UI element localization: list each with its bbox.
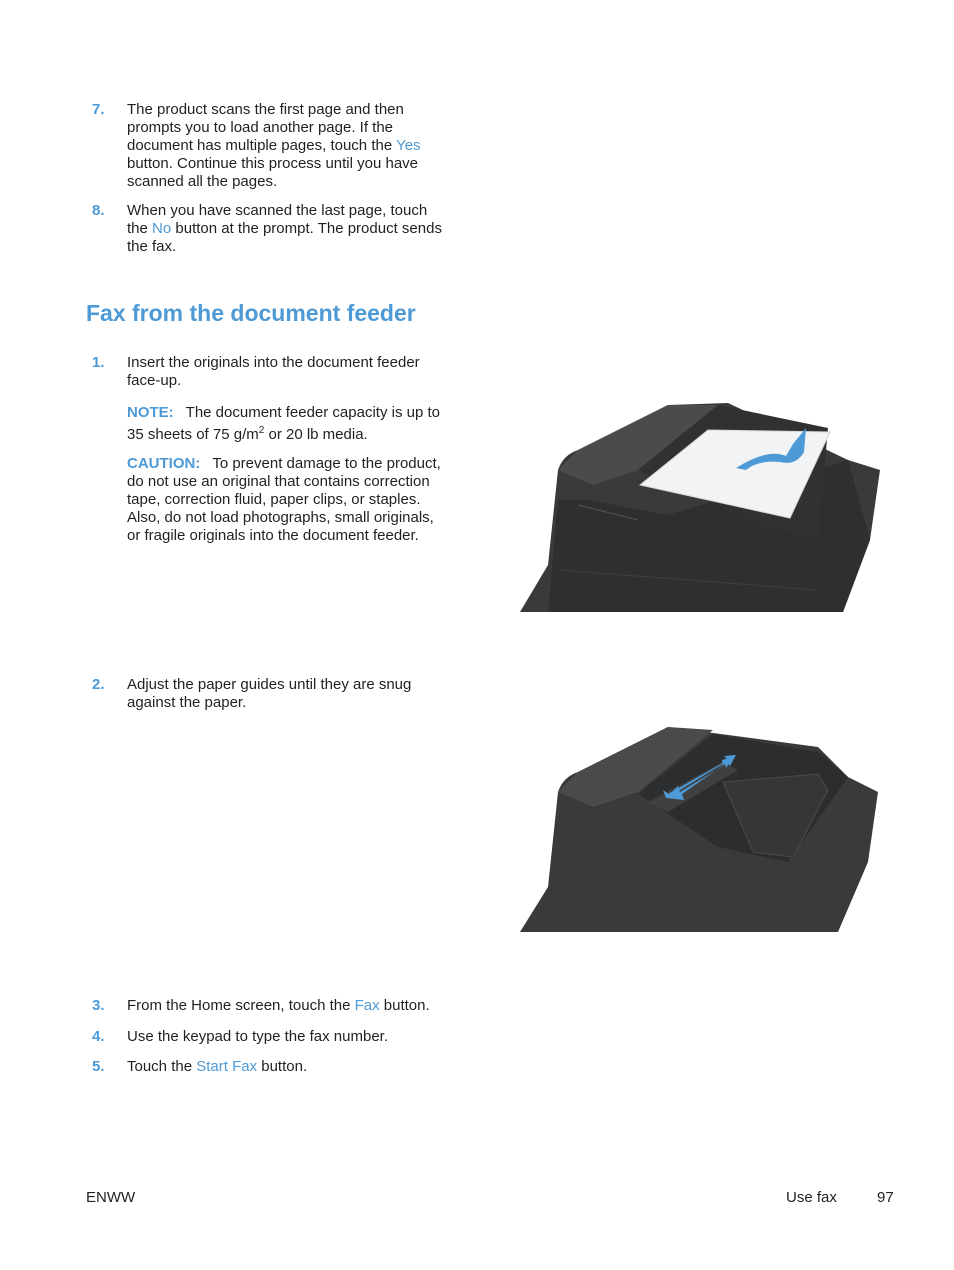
- caution-label: CAUTION:: [127, 455, 201, 472]
- step-number: 2.: [92, 676, 105, 693]
- step-number: 4.: [92, 1028, 105, 1045]
- step-7: [92, 101, 452, 191]
- footer-left: ENWW: [86, 1189, 136, 1206]
- step-3: [92, 997, 452, 1015]
- step-2: [92, 676, 452, 712]
- step-text: The product scans the first page and then prompts you to load another page. If the document has multiple pages, touch the Yes button. Continue this process until you have scanned all the pages.: [127, 101, 421, 190]
- step-8: [92, 202, 452, 256]
- no-button-reference: No: [152, 220, 172, 237]
- printer-paper-guides-illustration: [518, 722, 880, 934]
- step-text: From the Home screen, touch the Fax button.: [127, 997, 430, 1014]
- step-1: [92, 354, 452, 390]
- step-text: Adjust the paper guides until they are snug against the paper.: [127, 676, 412, 711]
- step-number: 7.: [92, 101, 105, 118]
- step-number: 5.: [92, 1058, 105, 1075]
- start-fax-button-reference: Start Fax: [196, 1058, 258, 1075]
- note-block: NOTE: The document feeder capacity is up to 35 sheets of 75 $g/m^2$ or 20 lb media.: [127, 404, 440, 443]
- step-text: Insert the originals into the document feeder face-up.: [127, 354, 420, 389]
- yes-button-reference: Yes: [396, 137, 421, 154]
- fax-button-reference: Fax: [354, 997, 380, 1014]
- step-4: [92, 1028, 452, 1046]
- step-text: Touch the Start Fax button.: [127, 1058, 308, 1075]
- step-number: 8.: [92, 202, 105, 219]
- page-number: 97: [877, 1189, 894, 1206]
- step-text: Use the keypad to type the fax number.: [127, 1028, 388, 1045]
- step-number: 3.: [92, 997, 105, 1014]
- section-title: Fax from the document feeder: [86, 300, 416, 326]
- printer-loading-paper-illustration: [518, 400, 884, 614]
- step-text: When you have scanned the last page, touch the No button at the prompt. The product sends the fax.: [127, 202, 442, 255]
- step-5: [92, 1058, 452, 1076]
- step-number: 1.: [92, 354, 105, 371]
- caution-block: CAUTION: To prevent damage to the product, do not use an original that contains correction tape, correction fluid, paper clips, or staples. Also, do not load photographs, small originals, or fragile originals into the document feeder.: [127, 455, 441, 544]
- footer-section: Use fax: [786, 1189, 837, 1206]
- note-label: NOTE:: [127, 404, 174, 421]
